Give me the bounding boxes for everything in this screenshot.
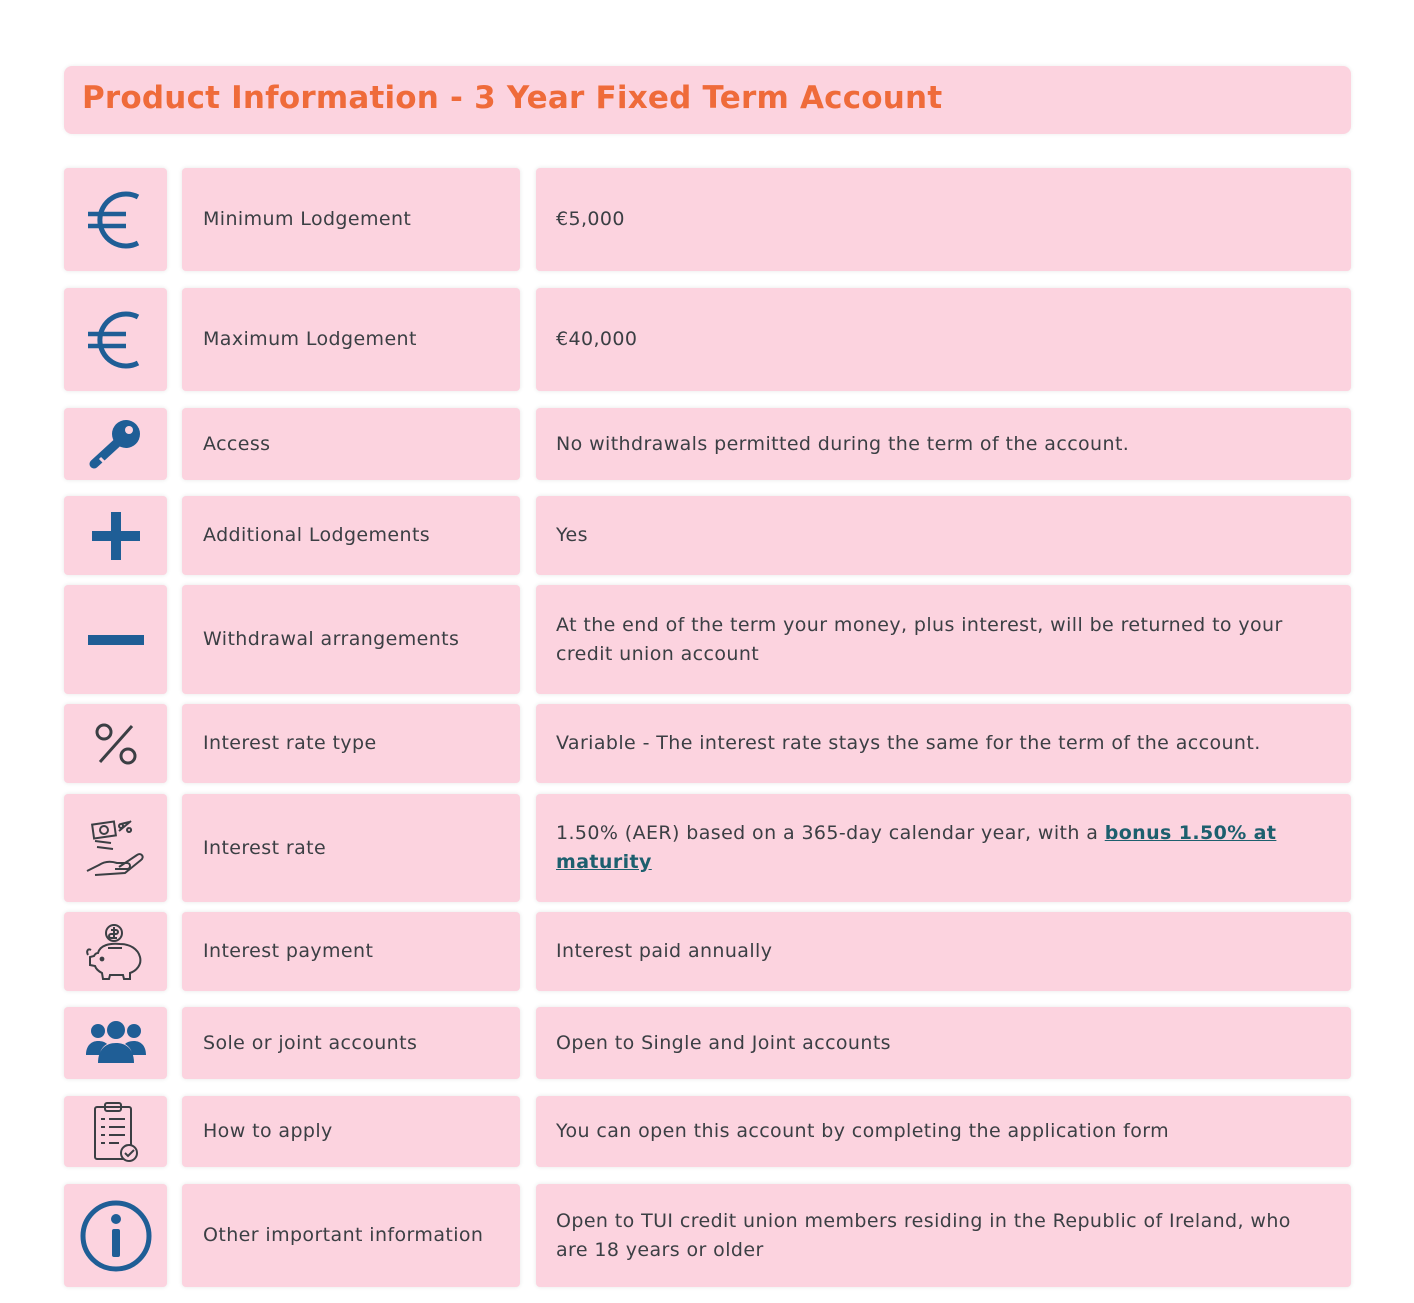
label-cell	[182, 496, 520, 575]
row-value: €40,000	[556, 328, 638, 350]
row-label: Interest rate	[203, 836, 327, 859]
icon-cell	[64, 585, 167, 694]
euro-icon	[86, 188, 146, 252]
page-title: Product Information - 3 Year Fixed Term Account	[82, 80, 943, 116]
value-cell	[536, 912, 1351, 991]
row-value: You can open this account by completing the application form	[556, 1120, 1170, 1142]
row-label: Sole or joint accounts	[203, 1031, 418, 1054]
row-value-text: 1.50% (AER) based on a 365-day calendar year, with a	[556, 822, 1105, 844]
label-cell	[182, 585, 520, 694]
plus-icon	[90, 510, 142, 562]
clipboard-icon	[91, 1101, 141, 1163]
table-row	[64, 496, 1351, 575]
row-label: Additional Lodgements	[203, 524, 431, 546]
value-cell	[536, 496, 1351, 575]
row-label: Maximum Lodgement	[203, 328, 417, 350]
row-label: Other important information	[203, 1224, 484, 1246]
row-label: Interest rate type	[203, 732, 377, 754]
label-cell	[182, 912, 520, 991]
value-cell	[536, 408, 1351, 480]
icon-cell	[64, 288, 167, 391]
row-value: No withdrawals permitted during the term of the account.	[556, 432, 1130, 455]
value-cell	[536, 794, 1351, 902]
row-value: Variable - The interest rate stays the same for the term of the account.	[556, 732, 1261, 754]
value-cell	[536, 1007, 1351, 1079]
label-cell	[182, 288, 520, 391]
icon-cell	[64, 1007, 167, 1079]
row-value	[556, 819, 1311, 877]
table-row	[64, 1096, 1351, 1167]
label-cell	[182, 408, 520, 480]
piggy-bank-icon	[86, 923, 146, 981]
label-cell	[182, 704, 520, 783]
value-cell	[536, 1184, 1351, 1287]
table-row	[64, 168, 1351, 271]
table-row	[64, 704, 1351, 783]
label-cell	[182, 1184, 520, 1287]
row-value: Open to Single and Joint accounts	[556, 1031, 891, 1054]
euro-icon	[86, 308, 146, 372]
row-label: Interest payment	[203, 940, 374, 962]
table-row	[64, 585, 1351, 694]
table-row	[64, 912, 1351, 991]
key-icon	[88, 418, 144, 470]
hand-money-icon	[85, 819, 147, 877]
title-banner	[64, 66, 1351, 134]
icon-cell	[64, 496, 167, 575]
value-cell	[536, 168, 1351, 271]
icon-cell	[64, 704, 167, 783]
row-value: Yes	[556, 524, 588, 546]
row-label: Access	[203, 432, 271, 455]
table-row	[64, 1007, 1351, 1079]
row-value: At the end of the term your money, plus interest, will be returned to your credit union account	[556, 613, 1283, 665]
table-row	[64, 794, 1351, 902]
bonus-link[interactable]: bonus 1.50% at maturity	[556, 822, 1277, 873]
icon-cell	[64, 1184, 167, 1287]
row-value: Open to TUI credit union members residing in the Republic of Ireland, who are 18 years or older	[556, 1209, 1291, 1261]
info-icon	[79, 1199, 153, 1273]
label-cell	[182, 794, 520, 902]
icon-cell	[64, 1096, 167, 1167]
users-icon	[84, 1021, 148, 1065]
value-cell	[536, 704, 1351, 783]
row-value: €5,000	[556, 208, 625, 230]
value-cell	[536, 1096, 1351, 1167]
label-cell	[182, 1007, 520, 1079]
icon-cell	[64, 408, 167, 480]
icon-cell	[64, 168, 167, 271]
value-cell	[536, 585, 1351, 694]
percent-icon	[94, 722, 138, 766]
row-value: Interest paid annually	[556, 940, 773, 962]
minus-icon	[88, 633, 144, 647]
icon-cell	[64, 794, 167, 902]
row-label: Withdrawal arrangements	[203, 628, 460, 650]
table-row	[64, 288, 1351, 391]
table-row	[64, 408, 1351, 480]
label-cell	[182, 1096, 520, 1167]
row-label: Minimum Lodgement	[203, 208, 412, 230]
row-label: How to apply	[203, 1120, 333, 1142]
icon-cell	[64, 912, 167, 991]
label-cell	[182, 168, 520, 271]
table-row	[64, 1184, 1351, 1287]
value-cell	[536, 288, 1351, 391]
